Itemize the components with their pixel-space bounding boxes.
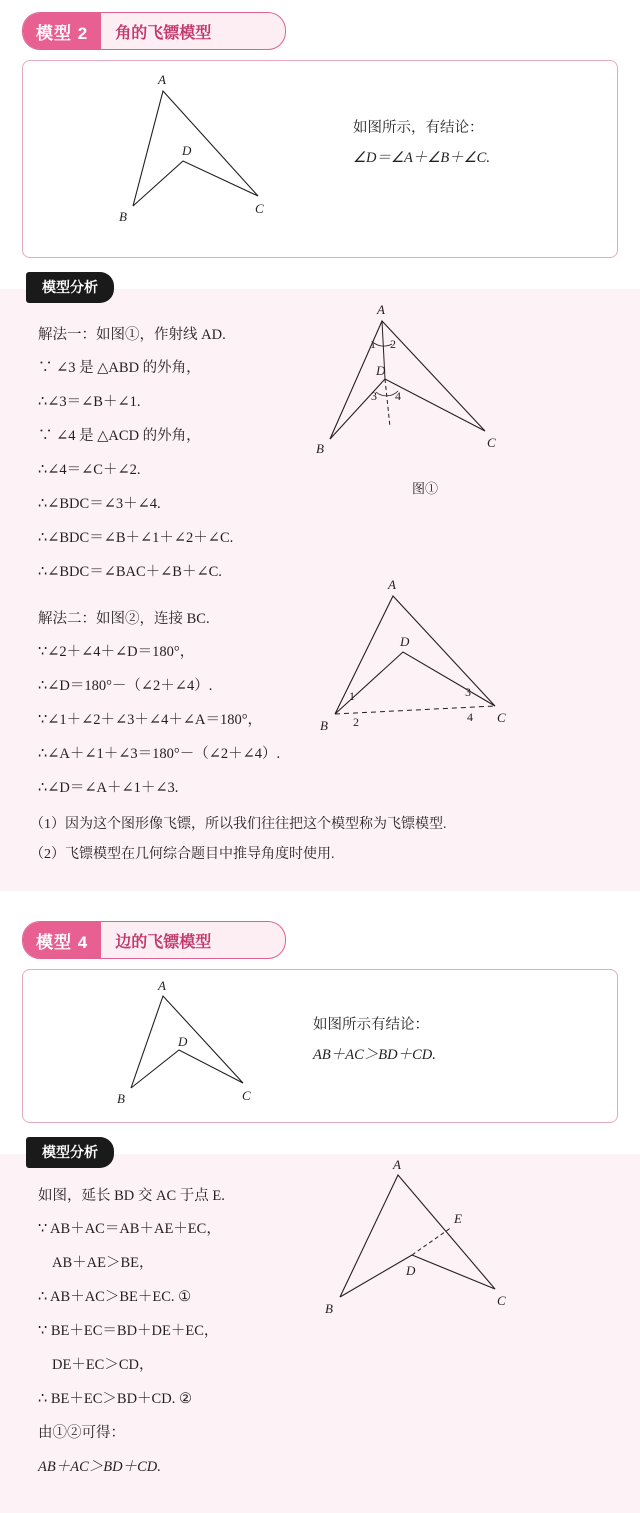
statement-card-1 (22, 60, 618, 258)
label-C: C (242, 1088, 251, 1103)
label-B: B (316, 441, 324, 456)
label-1: 1 (370, 337, 376, 351)
label-D: D (406, 1263, 416, 1278)
label-A: A (388, 577, 396, 592)
model-header-1 (22, 12, 286, 50)
solution2-step-3: ∴∠A＋∠1＋∠3＝180°－（∠2＋∠4）. (38, 746, 281, 762)
label-3: 3 (465, 685, 471, 699)
solution1-step-3: ∴∠4＝∠C＋∠2. (38, 462, 141, 478)
label-B: B (320, 718, 328, 733)
figure-1-caption: 图① (411, 481, 438, 496)
figure-1-dart-with-ray (310, 299, 540, 479)
statement-text-2 (313, 1010, 436, 1071)
label-4: 4 (395, 389, 401, 403)
label-D: D (178, 1034, 188, 1049)
note-1: （2）飞镖模型在几何综合题目中推导角度时使用. (30, 847, 335, 862)
analysis-body-1 (0, 289, 640, 891)
note-0: （1）因为这个图形像飞镖，所以我们往往把这个模型称为飞镖模型. (30, 817, 447, 832)
solution2-step-4: ∴∠D＝∠A＋∠1＋∠3. (38, 780, 179, 796)
figure-2-dart-with-segment (315, 574, 540, 739)
solution1-step-4: ∴∠BDC＝∠3＋∠4. (38, 496, 161, 512)
label-A: A (377, 302, 385, 317)
solution1-step-2: ∵ ∠4 是 △ACD 的外角， (38, 428, 201, 444)
solution1-step-6: ∴∠BDC＝∠BAC＋∠B＋∠C. (38, 564, 222, 580)
figure-3-dart-with-extension (320, 1157, 535, 1322)
solution3-step-1: AB＋AE＞BE， (52, 1255, 154, 1271)
section-divider (0, 891, 640, 909)
statement-line-1: 如图所示，有结论： (353, 120, 484, 136)
model-number-badge: 模型 2 (23, 13, 101, 49)
solution3-step-4: DE＋EC＞CD， (52, 1357, 154, 1373)
label-2: 2 (390, 337, 396, 351)
analysis-body-2 (0, 1154, 640, 1513)
label-B: B (325, 1301, 333, 1316)
model-title-2: 边的飞镖模型 (115, 933, 212, 951)
dart-figure-side (83, 978, 333, 1128)
solution3-step-7: AB＋AC＞BD＋CD. (38, 1459, 161, 1475)
analysis-tab-1: 模型分析 (26, 272, 114, 303)
label-3: 3 (371, 389, 377, 403)
label-A: A (158, 978, 166, 993)
statement2-line-1: 如图所示有结论： (313, 1017, 429, 1033)
label-E: E (454, 1211, 462, 1226)
label-B: B (119, 209, 127, 224)
solution3-step-6: 由①②可得： (38, 1425, 125, 1441)
label-A: A (158, 72, 166, 87)
solution3-step-3: ∵ BE＋EC＝BD＋DE＋EC， (38, 1323, 219, 1339)
label-C: C (255, 201, 264, 216)
model-number-badge-2: 模型 4 (23, 922, 101, 958)
solution3-step-0: ∵ AB＋AC＝AB＋AE＋EC， (38, 1221, 221, 1237)
label-B: B (117, 1091, 125, 1106)
label-C: C (487, 435, 496, 450)
analysis-tab-2: 模型分析 (26, 1137, 114, 1168)
label-1: 1 (349, 689, 355, 703)
figure3-holder (320, 1157, 535, 1327)
label-C: C (497, 1293, 506, 1308)
statement-line-2: ∠D＝∠A＋∠B＋∠C. (353, 150, 490, 167)
label-2: 2 (353, 715, 359, 729)
analysis-section-2 (0, 1137, 640, 1513)
label-D: D (400, 634, 410, 649)
solution3-step-2: ∴ AB＋AC＞BE＋EC. ① (38, 1289, 192, 1305)
solution3-step-5: ∴ BE＋EC＞BD＋CD. ② (38, 1391, 192, 1407)
label-4: 4 (467, 710, 473, 724)
label-A: A (393, 1157, 401, 1172)
figure2-holder (315, 574, 540, 744)
solution2-step-1: ∴∠D＝180°－（∠2＋∠4）. (38, 678, 213, 694)
statement-text-1 (353, 113, 490, 174)
solution3-heading: 如图，延长 BD 交 AC 于点 E. (38, 1188, 225, 1204)
label-C: C (497, 710, 506, 725)
statement-card-2 (22, 969, 618, 1123)
solution2-step-0: ∵∠2＋∠4＋∠D＝180°， (38, 644, 195, 660)
solution2-heading: 解法二：如图②，连接 BC. (38, 611, 210, 627)
solution1-step-5: ∴∠BDC＝∠B＋∠1＋∠2＋∠C. (38, 530, 234, 546)
solution1-step-0: ∵ ∠3 是 △ABD 的外角， (38, 360, 201, 376)
model-title: 角的飞镖模型 (115, 24, 212, 42)
statement2-line-2: AB＋AC＞BD＋CD. (313, 1047, 436, 1064)
solution2-step-2: ∵∠1＋∠2＋∠3＋∠4＋∠A＝180°， (38, 712, 262, 728)
dart-figure-angle (83, 71, 343, 261)
label-D: D (182, 143, 192, 158)
solution1-step-1: ∴∠3＝∠B＋∠1. (38, 394, 141, 410)
model-header-2 (22, 921, 286, 959)
notes-list-1 (30, 813, 614, 863)
solution1-heading: 解法一：如图①，作射线 AD. (38, 327, 226, 343)
figure1-holder (310, 299, 540, 497)
analysis-section-1 (0, 272, 640, 891)
label-D: D (376, 363, 386, 378)
